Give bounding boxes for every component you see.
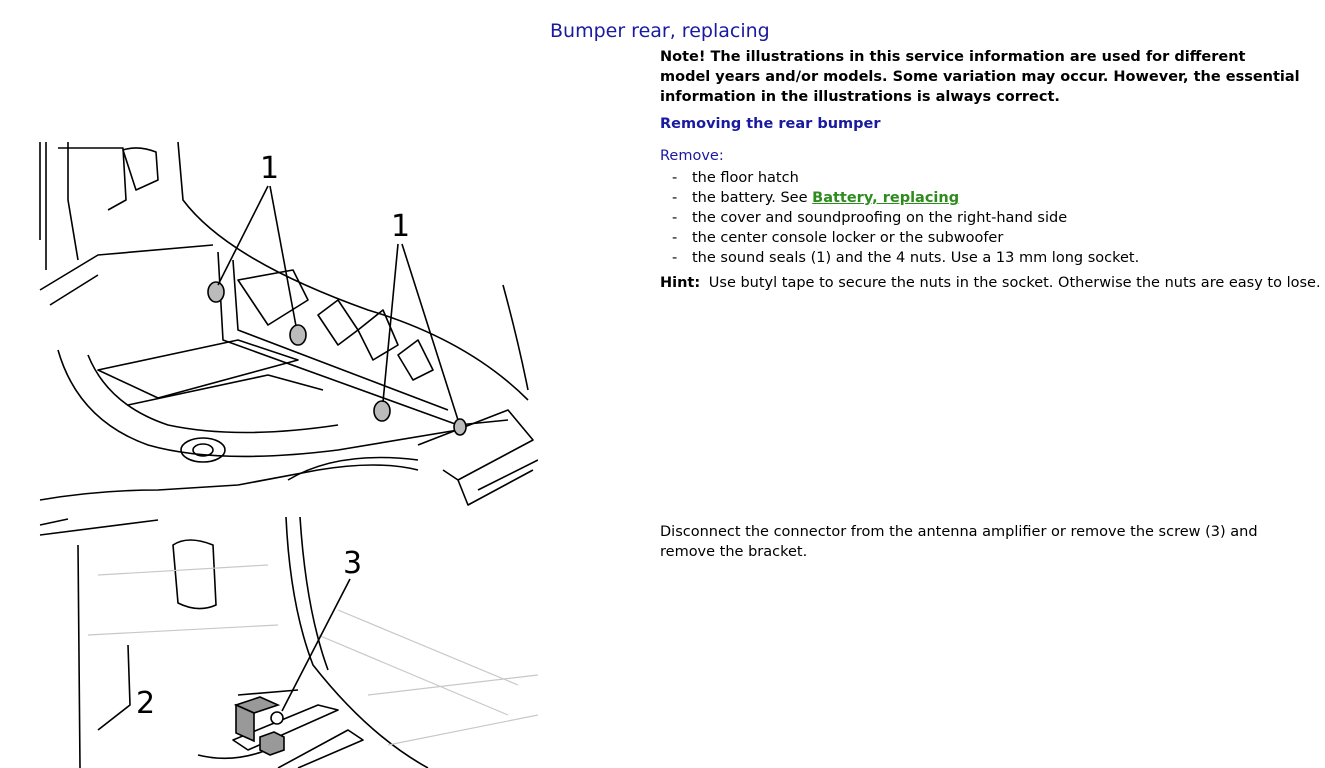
callout-3-screw: 3 — [343, 546, 363, 581]
hint — [660, 275, 1321, 291]
callout-2-connector: 2 — [136, 686, 156, 721]
callout-1-right: 1 — [391, 209, 411, 244]
removal-steps-list — [672, 168, 1139, 268]
list-item: - the battery. See Battery, replacing — [672, 188, 1139, 208]
callout-1-left: 1 — [260, 151, 280, 186]
disconnect-instruction: Disconnect the connector from the antenna amplifier or remove the screw (3) and remove the bracket. — [660, 524, 1258, 560]
list-item: - the cover and soundproofing on the right-hand side — [672, 208, 1139, 228]
section-heading: Removing the rear bumper — [660, 116, 881, 132]
antenna-amplifier-illustration — [38, 515, 538, 768]
page-title: Bumper rear, replacing — [550, 20, 770, 42]
list-item: - the center console locker or the subwoofer — [672, 228, 1139, 248]
hint-text: Use butyl tape to secure the nuts in the socket. Otherwise the nuts are easy to lose. — [708, 275, 1321, 291]
rear-floor-illustration — [38, 140, 538, 512]
battery-replacing-link[interactable]: Battery, replacing — [812, 190, 960, 206]
list-item: - the floor hatch — [672, 168, 1139, 188]
remove-label: Remove: — [660, 148, 724, 164]
note-text: Note! The illustrations in this service information are used for different model years and/or models. Some variation may occur. However, the essential information in the illustrations is always correct. — [660, 49, 1300, 105]
hint-label: Hint: — [660, 275, 701, 291]
list-item: - the sound seals (1) and the 4 nuts. Use a 13 mm long socket. — [672, 248, 1139, 268]
